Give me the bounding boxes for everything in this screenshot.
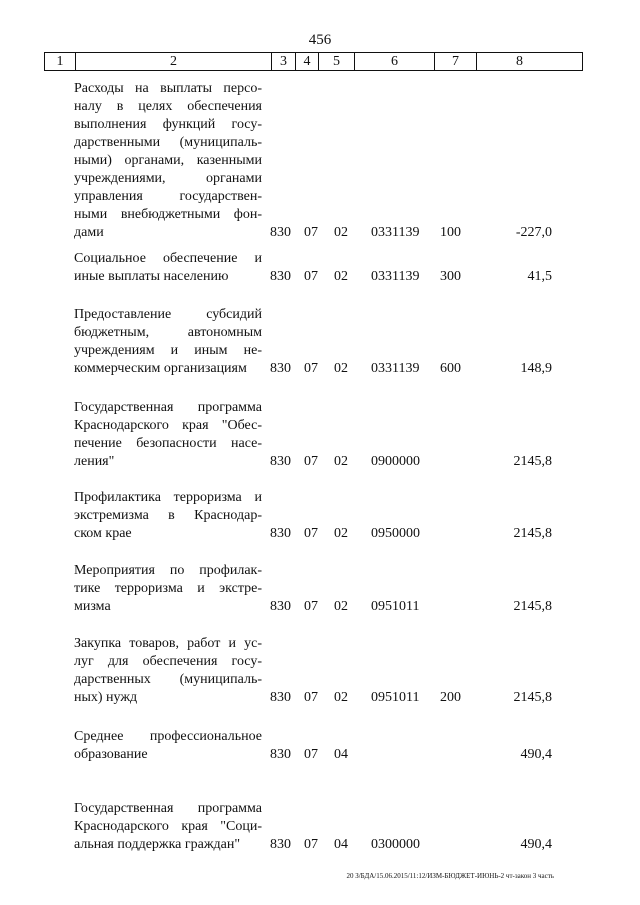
description-line: Социальное обеспечение и (74, 251, 262, 266)
cell-c5: 02 (334, 269, 348, 284)
cell-c3: 830 (270, 837, 291, 852)
cell-c8: 2145,8 (513, 526, 552, 541)
description-line: печение безопасности насе- (74, 436, 262, 451)
description-line: ными) органами, казенными (74, 153, 262, 168)
cell-c6: 0900000 (371, 454, 420, 469)
header-col-5: 5 (319, 53, 355, 70)
description-line: Краснодарского края "Обес- (74, 418, 262, 433)
cell-c6: 0300000 (371, 837, 420, 852)
header-col-3: 3 (272, 53, 296, 70)
description-line: управления государствен- (74, 189, 262, 204)
cell-c5: 04 (334, 747, 348, 762)
description-line: ления" (74, 454, 115, 469)
cell-c3: 830 (270, 690, 291, 705)
cell-c4: 07 (304, 526, 318, 541)
description-line: тике терроризма и экстре- (74, 581, 262, 596)
description-line: Среднее профессиональное (74, 729, 262, 744)
footer-note: 20 З/БДА/15.06.2015/11:12/ИЗМ-БЮДЖЕТ-ИЮНЬ-2 чт-закон 3 часть (346, 872, 554, 880)
cell-c5: 04 (334, 837, 348, 852)
header-col-6: 6 (355, 53, 435, 70)
description-line: Расходы на выплаты персо- (74, 81, 262, 96)
cell-c5: 02 (334, 526, 348, 541)
description-line: Государственная программа (74, 801, 262, 816)
description-line: иные выплаты населению (74, 269, 229, 284)
cell-c3: 830 (270, 599, 291, 614)
row-description (74, 800, 262, 854)
description-line: бюджетным, автономным (74, 325, 262, 340)
cell-c3: 830 (270, 269, 291, 284)
description-line: выполнения функций госу- (74, 117, 262, 132)
description-line: экстремизма в Краснодар- (74, 508, 262, 523)
row-description (74, 489, 262, 543)
description-line: Краснодарского края "Соци- (74, 819, 262, 834)
cell-c3: 830 (270, 225, 291, 240)
cell-c4: 07 (304, 837, 318, 852)
header-col-7: 7 (435, 53, 477, 70)
description-line: коммерческим организациям (74, 361, 247, 376)
cell-c6: 0951011 (371, 599, 420, 614)
cell-c7: 100 (440, 225, 461, 240)
cell-c8: -227,0 (515, 225, 552, 240)
cell-c8: 490,4 (520, 747, 552, 762)
row-description (74, 80, 262, 242)
description-line: Государственная программа (74, 400, 262, 415)
cell-c6: 0331139 (371, 269, 420, 284)
description-line: ных) нужд (74, 690, 138, 705)
description-line: дарственными (муниципаль- (74, 135, 262, 150)
cell-c8: 2145,8 (513, 690, 552, 705)
header-col-2: 2 (76, 53, 272, 70)
row-description (74, 306, 262, 378)
cell-c4: 07 (304, 361, 318, 376)
cell-c5: 02 (334, 599, 348, 614)
description-line: альная поддержка граждан" (74, 837, 241, 852)
description-line: мизма (74, 599, 111, 614)
cell-c4: 07 (304, 599, 318, 614)
table-header (44, 52, 583, 71)
cell-c7: 600 (440, 361, 461, 376)
row-description (74, 635, 262, 707)
description-line: налу в целях обеспечения (74, 99, 262, 114)
header-col-1: 1 (45, 53, 76, 70)
cell-c5: 02 (334, 690, 348, 705)
description-line: дарственных (муниципаль- (74, 672, 262, 687)
row-description (74, 250, 262, 286)
cell-c3: 830 (270, 747, 291, 762)
cell-c8: 490,4 (520, 837, 552, 852)
header-col-4: 4 (296, 53, 319, 70)
description-line: учреждениями, органами (74, 171, 262, 186)
description-line: луг для обеспечения госу- (74, 654, 262, 669)
description-line: учреждениям и иным не- (74, 343, 262, 358)
cell-c6: 0950000 (371, 526, 420, 541)
cell-c8: 41,5 (527, 269, 552, 284)
description-line: Предоставление субсидий (74, 307, 262, 322)
cell-c8: 2145,8 (513, 454, 552, 469)
description-line: дами (74, 225, 104, 240)
description-line: ском крае (74, 526, 132, 541)
cell-c4: 07 (304, 225, 318, 240)
cell-c4: 07 (304, 690, 318, 705)
page-number: 456 (308, 32, 332, 48)
cell-c4: 07 (304, 747, 318, 762)
header-col-8: 8 (516, 54, 523, 69)
row-description (74, 728, 262, 764)
cell-c8: 148,9 (520, 361, 552, 376)
cell-c6: 0331139 (371, 225, 420, 240)
description-line: Мероприятия по профилак- (74, 563, 262, 578)
cell-c3: 830 (270, 361, 291, 376)
description-line: Закупка товаров, работ и ус- (74, 636, 262, 651)
row-description (74, 562, 262, 616)
description-line: Профилактика терроризма и (74, 490, 262, 505)
cell-c6: 0331139 (371, 361, 420, 376)
cell-c3: 830 (270, 454, 291, 469)
cell-c4: 07 (304, 269, 318, 284)
description-line: образование (74, 747, 148, 762)
cell-c7: 300 (440, 269, 461, 284)
cell-c6: 0951011 (371, 690, 420, 705)
cell-c8: 2145,8 (513, 599, 552, 614)
cell-c5: 02 (334, 454, 348, 469)
cell-c3: 830 (270, 526, 291, 541)
cell-c5: 02 (334, 361, 348, 376)
description-line: ными внебюджетными фон- (74, 207, 262, 222)
cell-c4: 07 (304, 454, 318, 469)
cell-c7: 200 (440, 690, 461, 705)
row-description (74, 399, 262, 471)
cell-c5: 02 (334, 225, 348, 240)
